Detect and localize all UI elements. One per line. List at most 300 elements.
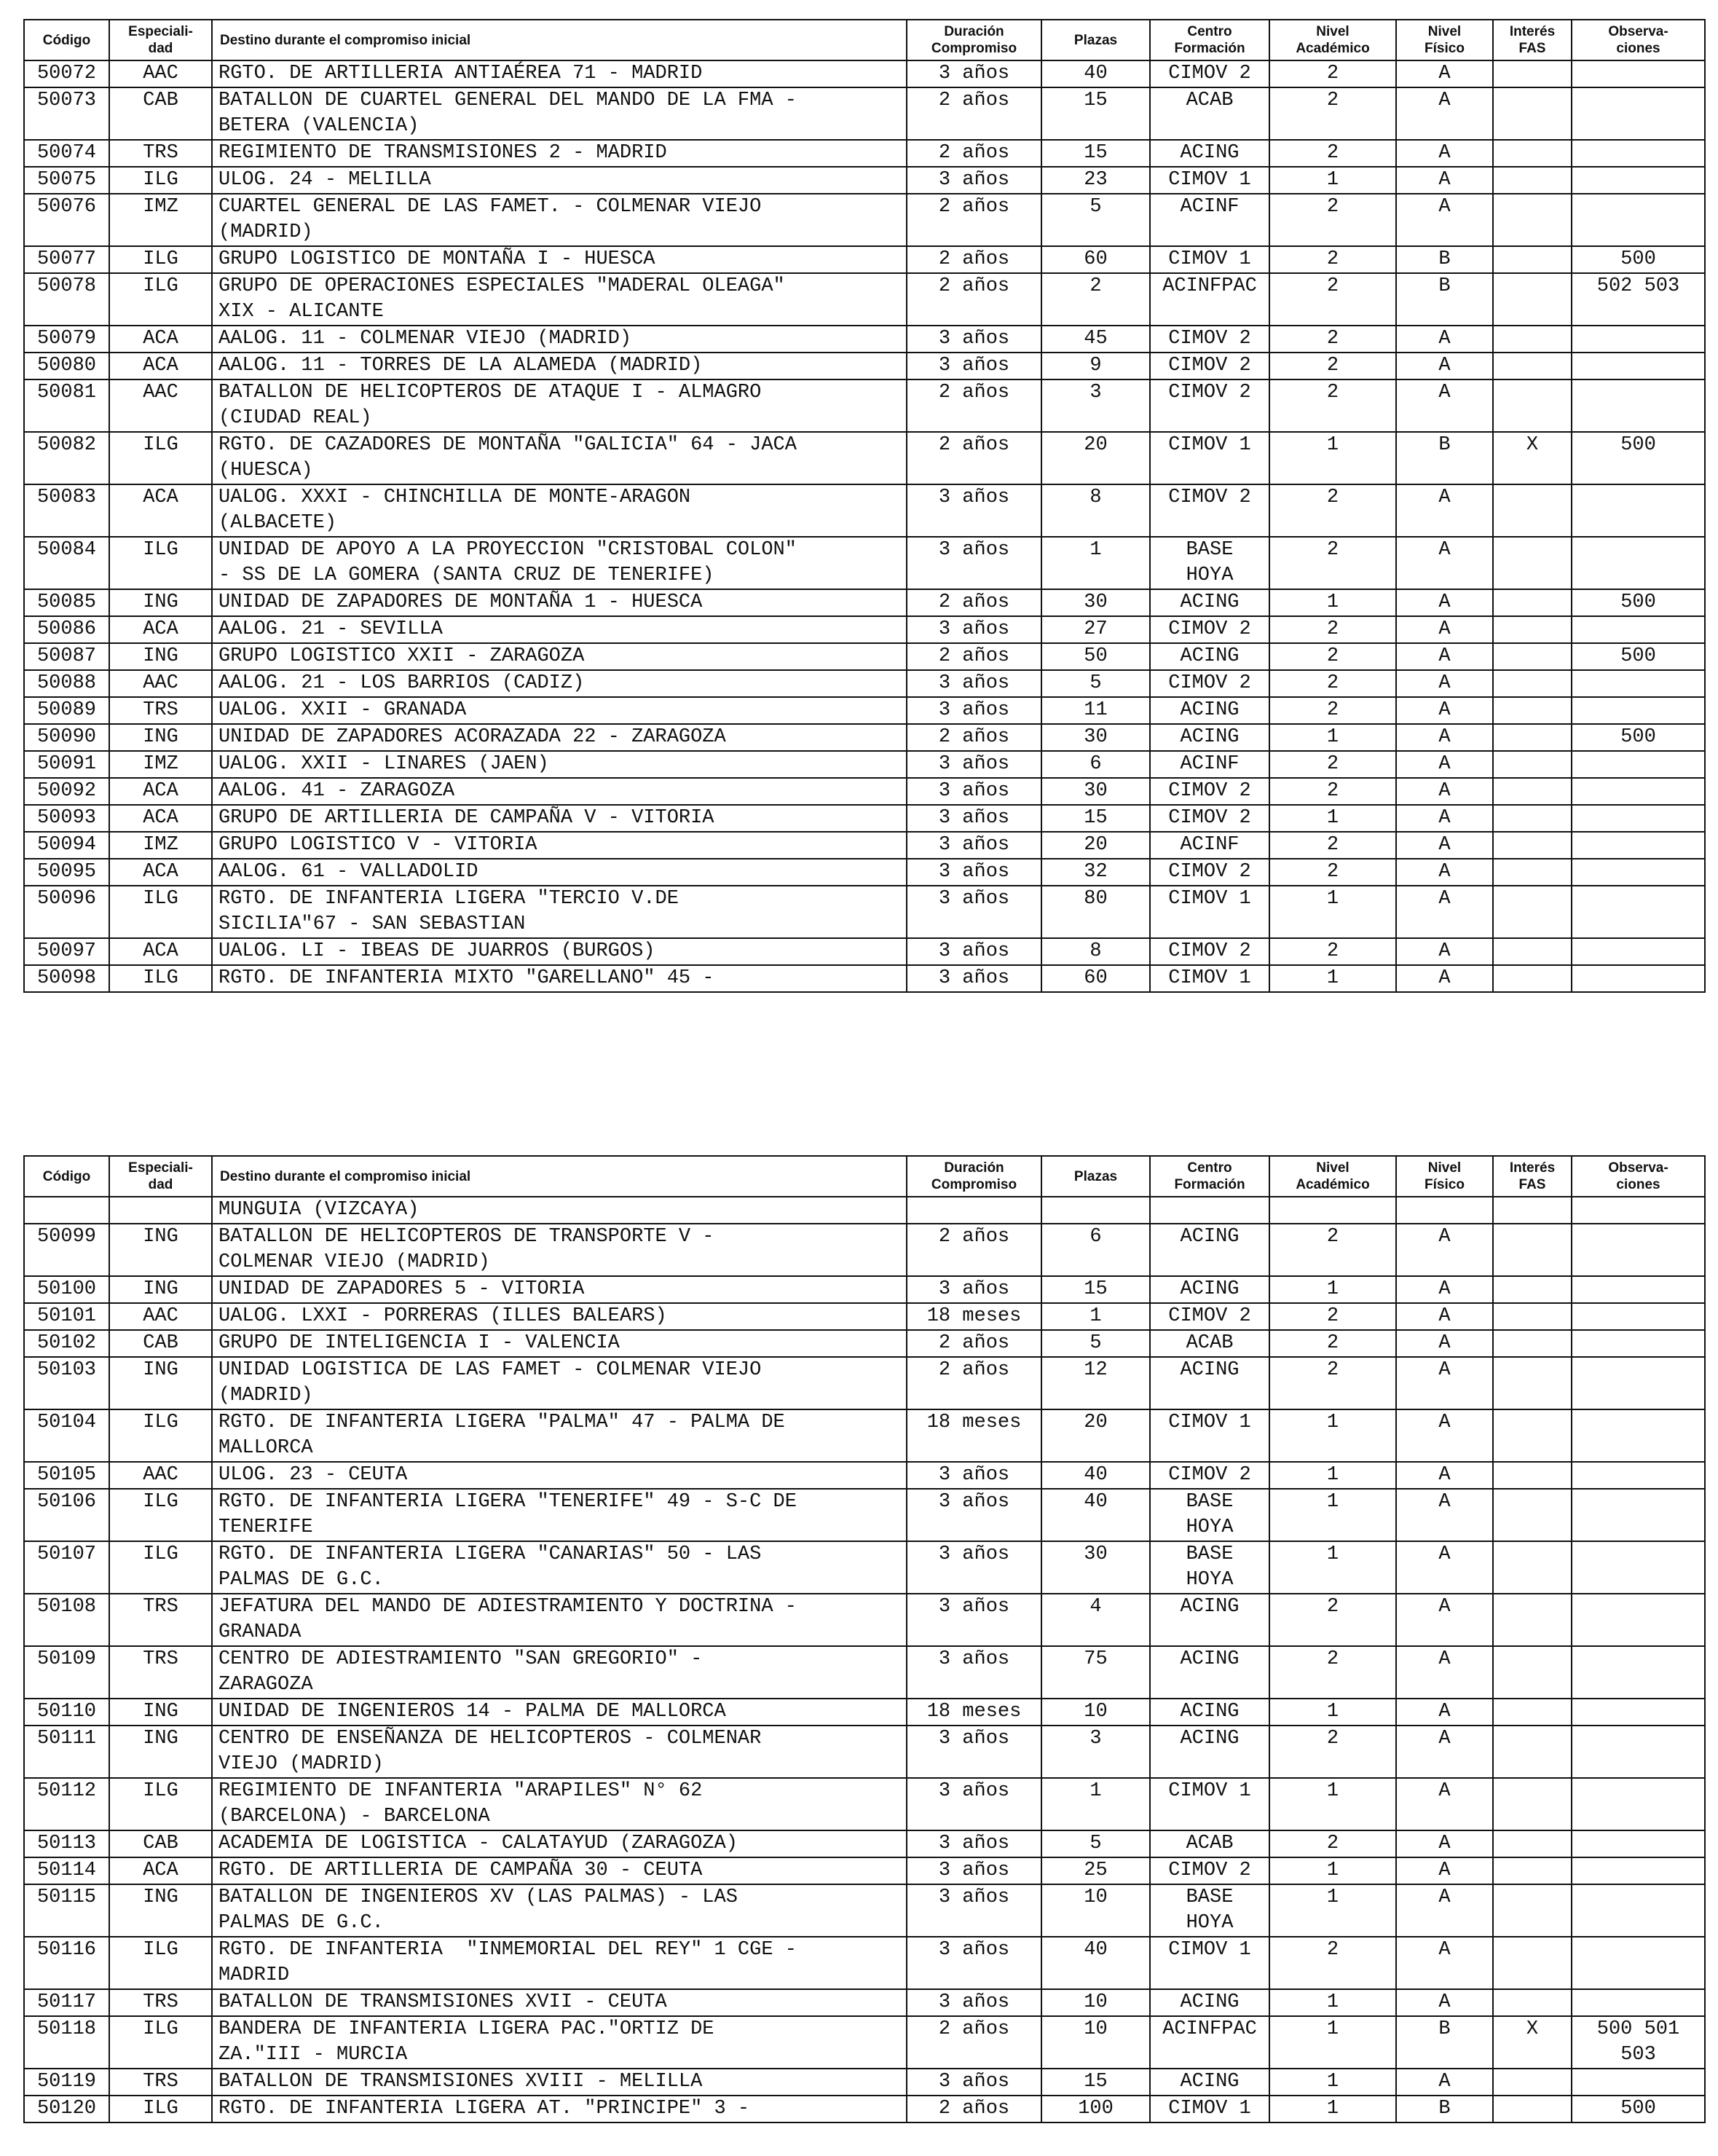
cell-codigo: 50093 bbox=[24, 805, 109, 832]
cell-observaciones bbox=[1572, 1541, 1705, 1594]
cell-plazas: 9 bbox=[1041, 353, 1150, 379]
cell-nivel-academico: 1 bbox=[1269, 2069, 1396, 2096]
cell-nivel-academico: 2 bbox=[1269, 1646, 1396, 1699]
cell-duracion: 3 años bbox=[907, 965, 1041, 992]
cell-plazas: 8 bbox=[1041, 938, 1150, 965]
cell-plazas: 10 bbox=[1041, 2016, 1150, 2069]
cell-duracion: 2 años bbox=[907, 1357, 1041, 1409]
cell-interes-fas bbox=[1493, 167, 1572, 194]
cell-especialidad: ACA bbox=[109, 616, 212, 643]
cell-duracion: 2 años bbox=[907, 724, 1041, 751]
cell-observaciones: 500 bbox=[1572, 589, 1705, 616]
table-row bbox=[24, 60, 1705, 87]
cell-observaciones bbox=[1572, 140, 1705, 167]
table-row bbox=[24, 832, 1705, 859]
cell-centro: ACING bbox=[1150, 1646, 1269, 1699]
cell-interes-fas bbox=[1493, 379, 1572, 432]
cell-especialidad: ILG bbox=[109, 965, 212, 992]
cell-centro: CIMOV 1 bbox=[1150, 2096, 1269, 2122]
cell-observaciones bbox=[1572, 87, 1705, 140]
table-row bbox=[24, 2096, 1705, 2122]
cell-observaciones bbox=[1572, 326, 1705, 353]
cell-codigo: 50104 bbox=[24, 1409, 109, 1462]
cell-codigo: 50111 bbox=[24, 1726, 109, 1778]
cell-codigo: 50077 bbox=[24, 246, 109, 273]
cell-codigo: 50102 bbox=[24, 1330, 109, 1357]
table-row bbox=[24, 1409, 1705, 1462]
cell-especialidad: ILG bbox=[109, 1937, 212, 1989]
cell-nivel-academico: 2 bbox=[1269, 643, 1396, 670]
cell-codigo: 50092 bbox=[24, 778, 109, 805]
cell-destino: RGTO. DE INFANTERIA "INMEMORIAL DEL REY" 1 CGE - MADRID bbox=[212, 1937, 907, 1989]
col-plazas: Plazas bbox=[1041, 20, 1150, 60]
cell-interes-fas: X bbox=[1493, 2016, 1572, 2069]
cell-nivel-fisico: A bbox=[1396, 87, 1493, 140]
cell-centro: CIMOV 2 bbox=[1150, 778, 1269, 805]
cell-interes-fas bbox=[1493, 724, 1572, 751]
cell-nivel-academico: 2 bbox=[1269, 670, 1396, 697]
cell-codigo: 50075 bbox=[24, 167, 109, 194]
cell-nivel-academico: 1 bbox=[1269, 965, 1396, 992]
cell-destino: RGTO. DE ARTILLERIA DE CAMPAÑA 30 - CEUTA bbox=[212, 1857, 907, 1884]
cell-centro: ACING bbox=[1150, 140, 1269, 167]
cell-interes-fas bbox=[1493, 1699, 1572, 1726]
cell-especialidad: ING bbox=[109, 1699, 212, 1726]
cell-nivel-academico: 2 bbox=[1269, 616, 1396, 643]
cell-codigo: 50116 bbox=[24, 1937, 109, 1989]
cell-codigo: 50108 bbox=[24, 1594, 109, 1646]
cell-especialidad: IMZ bbox=[109, 194, 212, 246]
col-interes-fas: Interés FAS bbox=[1493, 1156, 1572, 1197]
cell-interes-fas bbox=[1493, 1778, 1572, 1830]
cell-duracion: 2 años bbox=[907, 1330, 1041, 1357]
table-row bbox=[24, 1303, 1705, 1330]
cell-codigo: 50109 bbox=[24, 1646, 109, 1699]
cell-nivel-academico: 2 bbox=[1269, 1330, 1396, 1357]
table-row bbox=[24, 1462, 1705, 1489]
cell-destino: BATALLON DE TRANSMISIONES XVIII - MELILLA bbox=[212, 2069, 907, 2096]
cell-centro: CIMOV 2 bbox=[1150, 670, 1269, 697]
cell-destino: UNIDAD DE ZAPADORES 5 - VITORIA bbox=[212, 1276, 907, 1303]
cell-centro: ACING bbox=[1150, 1989, 1269, 2016]
table-row bbox=[24, 1937, 1705, 1989]
cell-centro: ACING bbox=[1150, 2069, 1269, 2096]
cell-centro: CIMOV 1 bbox=[1150, 1409, 1269, 1462]
cell-observaciones bbox=[1572, 379, 1705, 432]
cell-nivel-fisico: A bbox=[1396, 1224, 1493, 1276]
cell-duracion: 3 años bbox=[907, 832, 1041, 859]
cell-especialidad: ACA bbox=[109, 484, 212, 537]
cell-duracion: 3 años bbox=[907, 697, 1041, 724]
cell-duracion: 3 años bbox=[907, 1489, 1041, 1541]
cell-centro: BASE HOYA bbox=[1150, 1884, 1269, 1937]
table-row bbox=[24, 724, 1705, 751]
cell-destino: UALOG. XXXI - CHINCHILLA DE MONTE-ARAGON (ALBACETE) bbox=[212, 484, 907, 537]
cell-nivel-academico: 2 bbox=[1269, 1303, 1396, 1330]
cell-plazas: 11 bbox=[1041, 697, 1150, 724]
cell-destino: BATALLON DE TRANSMISIONES XVII - CEUTA bbox=[212, 1989, 907, 2016]
cell-duracion: 3 años bbox=[907, 1778, 1041, 1830]
cell-observaciones: 502 503 bbox=[1572, 273, 1705, 326]
cell-centro: ACINF bbox=[1150, 832, 1269, 859]
cell-centro: ACING bbox=[1150, 589, 1269, 616]
table-row bbox=[24, 670, 1705, 697]
table-row bbox=[24, 697, 1705, 724]
cell-destino: GRUPO DE OPERACIONES ESPECIALES "MADERAL OLEAGA" XIX - ALICANTE bbox=[212, 273, 907, 326]
cell-nivel-academico: 2 bbox=[1269, 87, 1396, 140]
cell-observaciones bbox=[1572, 167, 1705, 194]
cell-nivel-academico: 2 bbox=[1269, 1594, 1396, 1646]
cell-destino: RGTO. DE INFANTERIA LIGERA "CANARIAS" 50 - LAS PALMAS DE G.C. bbox=[212, 1541, 907, 1594]
cell-especialidad: ACA bbox=[109, 778, 212, 805]
col-observaciones: Observa- ciones bbox=[1572, 1156, 1705, 1197]
assignments-table-2 bbox=[23, 1155, 1706, 2123]
cell-nivel-fisico: A bbox=[1396, 1594, 1493, 1646]
cell-observaciones bbox=[1572, 1357, 1705, 1409]
table-row bbox=[24, 194, 1705, 246]
col-nivel-fisico: Nivel Físico bbox=[1396, 1156, 1493, 1197]
table-row bbox=[24, 484, 1705, 537]
cell-centro: CIMOV 2 bbox=[1150, 353, 1269, 379]
cell-interes-fas bbox=[1493, 1224, 1572, 1276]
cell-destino: AALOG. 11 - TORRES DE LA ALAMEDA (MADRID) bbox=[212, 353, 907, 379]
cell-observaciones bbox=[1572, 1197, 1705, 1224]
table-row bbox=[24, 1699, 1705, 1726]
cell-especialidad: ING bbox=[109, 643, 212, 670]
cell-codigo: 50112 bbox=[24, 1778, 109, 1830]
cell-centro: BASE HOYA bbox=[1150, 1541, 1269, 1594]
cell-codigo: 50076 bbox=[24, 194, 109, 246]
cell-interes-fas bbox=[1493, 1303, 1572, 1330]
cell-centro: ACINFPAC bbox=[1150, 273, 1269, 326]
cell-duracion: 3 años bbox=[907, 1937, 1041, 1989]
cell-codigo: 50106 bbox=[24, 1489, 109, 1541]
cell-especialidad: ING bbox=[109, 1276, 212, 1303]
cell-nivel-fisico: B bbox=[1396, 246, 1493, 273]
cell-observaciones bbox=[1572, 1594, 1705, 1646]
col-destino: Destino durante el compromiso inicial bbox=[212, 1156, 907, 1197]
table-row bbox=[24, 246, 1705, 273]
cell-especialidad: CAB bbox=[109, 1330, 212, 1357]
cell-nivel-academico bbox=[1269, 1197, 1396, 1224]
cell-centro: CIMOV 2 bbox=[1150, 1462, 1269, 1489]
cell-centro: ACAB bbox=[1150, 1830, 1269, 1857]
cell-duracion: 2 años bbox=[907, 273, 1041, 326]
cell-especialidad: ILG bbox=[109, 1489, 212, 1541]
table-row bbox=[24, 326, 1705, 353]
cell-nivel-fisico: A bbox=[1396, 1409, 1493, 1462]
cell-codigo: 50085 bbox=[24, 589, 109, 616]
cell-observaciones bbox=[1572, 1699, 1705, 1726]
cell-nivel-academico: 1 bbox=[1269, 432, 1396, 484]
cell-nivel-fisico: A bbox=[1396, 938, 1493, 965]
cell-observaciones bbox=[1572, 1937, 1705, 1989]
cell-codigo: 50074 bbox=[24, 140, 109, 167]
cell-nivel-fisico: A bbox=[1396, 643, 1493, 670]
cell-interes-fas bbox=[1493, 859, 1572, 886]
cell-especialidad: AAC bbox=[109, 60, 212, 87]
col-codigo: Código bbox=[24, 20, 109, 60]
cell-interes-fas bbox=[1493, 246, 1572, 273]
cell-centro: ACINF bbox=[1150, 194, 1269, 246]
cell-especialidad: TRS bbox=[109, 140, 212, 167]
cell-nivel-academico: 1 bbox=[1269, 1884, 1396, 1937]
col-centro: Centro Formación bbox=[1150, 20, 1269, 60]
table-row bbox=[24, 2016, 1705, 2069]
cell-observaciones bbox=[1572, 1646, 1705, 1699]
cell-destino: ULOG. 24 - MELILLA bbox=[212, 167, 907, 194]
cell-nivel-fisico: A bbox=[1396, 484, 1493, 537]
cell-codigo: 50083 bbox=[24, 484, 109, 537]
table-row bbox=[24, 167, 1705, 194]
cell-nivel-academico: 2 bbox=[1269, 326, 1396, 353]
cell-destino: RGTO. DE INFANTERIA MIXTO "GARELLANO" 45 - bbox=[212, 965, 907, 992]
cell-plazas: 30 bbox=[1041, 1541, 1150, 1594]
cell-interes-fas bbox=[1493, 832, 1572, 859]
cell-observaciones bbox=[1572, 670, 1705, 697]
cell-especialidad: IMZ bbox=[109, 832, 212, 859]
cell-duracion: 3 años bbox=[907, 1276, 1041, 1303]
cell-destino: ULOG. 23 - CEUTA bbox=[212, 1462, 907, 1489]
cell-nivel-fisico: A bbox=[1396, 616, 1493, 643]
cell-centro: ACING bbox=[1150, 1276, 1269, 1303]
cell-codigo: 50115 bbox=[24, 1884, 109, 1937]
cell-plazas: 20 bbox=[1041, 1409, 1150, 1462]
cell-observaciones: 500 bbox=[1572, 246, 1705, 273]
cell-especialidad: ILG bbox=[109, 2096, 212, 2122]
table-row bbox=[24, 1830, 1705, 1857]
cell-interes-fas bbox=[1493, 589, 1572, 616]
cell-codigo: 50098 bbox=[24, 965, 109, 992]
cell-plazas: 1 bbox=[1041, 537, 1150, 589]
cell-nivel-fisico: A bbox=[1396, 1276, 1493, 1303]
cell-nivel-academico: 2 bbox=[1269, 832, 1396, 859]
cell-nivel-academico: 1 bbox=[1269, 1989, 1396, 2016]
cell-observaciones bbox=[1572, 1409, 1705, 1462]
cell-especialidad: ING bbox=[109, 1884, 212, 1937]
cell-nivel-fisico: A bbox=[1396, 589, 1493, 616]
cell-plazas: 32 bbox=[1041, 859, 1150, 886]
cell-duracion bbox=[907, 1197, 1041, 1224]
cell-interes-fas bbox=[1493, 273, 1572, 326]
cell-plazas: 40 bbox=[1041, 1462, 1150, 1489]
cell-nivel-fisico: A bbox=[1396, 1830, 1493, 1857]
col-nivel-academico: Nivel Académico bbox=[1269, 20, 1396, 60]
cell-destino: AALOG. 61 - VALLADOLID bbox=[212, 859, 907, 886]
cell-nivel-fisico: A bbox=[1396, 805, 1493, 832]
cell-interes-fas bbox=[1493, 751, 1572, 778]
cell-interes-fas bbox=[1493, 616, 1572, 643]
cell-nivel-academico: 1 bbox=[1269, 2016, 1396, 2069]
cell-destino: MUNGUIA (VIZCAYA) bbox=[212, 1197, 907, 1224]
cell-interes-fas bbox=[1493, 2069, 1572, 2096]
cell-nivel-academico: 2 bbox=[1269, 1937, 1396, 1989]
cell-interes-fas bbox=[1493, 886, 1572, 938]
cell-destino: UALOG. LXXI - PORRERAS (ILLES BALEARS) bbox=[212, 1303, 907, 1330]
cell-plazas: 27 bbox=[1041, 616, 1150, 643]
cell-especialidad: CAB bbox=[109, 87, 212, 140]
cell-plazas: 60 bbox=[1041, 965, 1150, 992]
cell-nivel-academico: 1 bbox=[1269, 1489, 1396, 1541]
cell-interes-fas bbox=[1493, 938, 1572, 965]
cell-duracion: 2 años bbox=[907, 643, 1041, 670]
cell-duracion: 3 años bbox=[907, 60, 1041, 87]
cell-observaciones bbox=[1572, 1778, 1705, 1830]
cell-plazas: 15 bbox=[1041, 140, 1150, 167]
cell-nivel-fisico: A bbox=[1396, 1462, 1493, 1489]
cell-interes-fas bbox=[1493, 87, 1572, 140]
cell-especialidad: AAC bbox=[109, 670, 212, 697]
cell-plazas: 5 bbox=[1041, 670, 1150, 697]
col-especialidad: Especiali- dad bbox=[109, 1156, 212, 1197]
cell-codigo: 50096 bbox=[24, 886, 109, 938]
cell-centro: ACING bbox=[1150, 697, 1269, 724]
cell-especialidad: TRS bbox=[109, 1594, 212, 1646]
cell-codigo: 50097 bbox=[24, 938, 109, 965]
cell-interes-fas bbox=[1493, 1884, 1572, 1937]
cell-centro: ACING bbox=[1150, 1357, 1269, 1409]
cell-codigo: 50081 bbox=[24, 379, 109, 432]
cell-codigo: 50100 bbox=[24, 1276, 109, 1303]
cell-duracion: 3 años bbox=[907, 1594, 1041, 1646]
cell-destino: CENTRO DE ENSEÑANZA DE HELICOPTEROS - COLMENAR VIEJO (MADRID) bbox=[212, 1726, 907, 1778]
table-row bbox=[24, 1541, 1705, 1594]
cell-interes-fas bbox=[1493, 1276, 1572, 1303]
cell-nivel-academico: 2 bbox=[1269, 1726, 1396, 1778]
cell-duracion: 3 años bbox=[907, 1989, 1041, 2016]
cell-plazas bbox=[1041, 1197, 1150, 1224]
cell-destino: BATALLON DE INGENIEROS XV (LAS PALMAS) - LAS PALMAS DE G.C. bbox=[212, 1884, 907, 1937]
cell-centro: ACING bbox=[1150, 1594, 1269, 1646]
cell-nivel-fisico: A bbox=[1396, 1857, 1493, 1884]
cell-codigo: 50103 bbox=[24, 1357, 109, 1409]
cell-destino: BANDERA DE INFANTERIA LIGERA PAC."ORTIZ DE ZA."III - MURCIA bbox=[212, 2016, 907, 2069]
cell-codigo: 50080 bbox=[24, 353, 109, 379]
cell-nivel-fisico: A bbox=[1396, 886, 1493, 938]
cell-nivel-fisico: A bbox=[1396, 1699, 1493, 1726]
cell-plazas: 10 bbox=[1041, 1699, 1150, 1726]
cell-nivel-academico: 2 bbox=[1269, 60, 1396, 87]
cell-interes-fas bbox=[1493, 1541, 1572, 1594]
cell-nivel-academico: 1 bbox=[1269, 2096, 1396, 2122]
cell-observaciones bbox=[1572, 1330, 1705, 1357]
cell-nivel-academico: 1 bbox=[1269, 1699, 1396, 1726]
cell-nivel-academico: 2 bbox=[1269, 379, 1396, 432]
cell-centro: CIMOV 2 bbox=[1150, 379, 1269, 432]
cell-nivel-fisico: A bbox=[1396, 1646, 1493, 1699]
cell-especialidad: TRS bbox=[109, 697, 212, 724]
cell-destino: GRUPO LOGISTICO XXII - ZARAGOZA bbox=[212, 643, 907, 670]
cell-observaciones bbox=[1572, 832, 1705, 859]
cell-nivel-fisico: A bbox=[1396, 537, 1493, 589]
cell-codigo: 50088 bbox=[24, 670, 109, 697]
cell-interes-fas bbox=[1493, 194, 1572, 246]
table-row bbox=[24, 1989, 1705, 2016]
cell-destino: RGTO. DE INFANTERIA LIGERA "PALMA" 47 - PALMA DE MALLORCA bbox=[212, 1409, 907, 1462]
cell-plazas: 40 bbox=[1041, 1937, 1150, 1989]
cell-nivel-fisico: A bbox=[1396, 1330, 1493, 1357]
cell-codigo: 50119 bbox=[24, 2069, 109, 2096]
cell-destino: AALOG. 21 - SEVILLA bbox=[212, 616, 907, 643]
cell-destino: CENTRO DE ADIESTRAMIENTO "SAN GREGORIO" - ZARAGOZA bbox=[212, 1646, 907, 1699]
cell-observaciones bbox=[1572, 194, 1705, 246]
cell-observaciones bbox=[1572, 1830, 1705, 1857]
cell-nivel-academico: 2 bbox=[1269, 140, 1396, 167]
cell-codigo: 50094 bbox=[24, 832, 109, 859]
cell-especialidad: TRS bbox=[109, 1646, 212, 1699]
table-row bbox=[24, 589, 1705, 616]
cell-observaciones bbox=[1572, 751, 1705, 778]
cell-nivel-academico: 2 bbox=[1269, 484, 1396, 537]
cell-plazas: 4 bbox=[1041, 1594, 1150, 1646]
table-row bbox=[24, 859, 1705, 886]
cell-plazas: 75 bbox=[1041, 1646, 1150, 1699]
cell-duracion: 18 meses bbox=[907, 1303, 1041, 1330]
cell-nivel-fisico: A bbox=[1396, 1541, 1493, 1594]
cell-codigo bbox=[24, 1197, 109, 1224]
cell-nivel-fisico: A bbox=[1396, 1489, 1493, 1541]
cell-plazas: 1 bbox=[1041, 1778, 1150, 1830]
cell-codigo: 50079 bbox=[24, 326, 109, 353]
cell-centro: ACING bbox=[1150, 1726, 1269, 1778]
cell-centro: CIMOV 2 bbox=[1150, 805, 1269, 832]
cell-duracion: 2 años bbox=[907, 140, 1041, 167]
cell-centro: CIMOV 1 bbox=[1150, 1937, 1269, 1989]
header-row bbox=[24, 1156, 1705, 1197]
cell-observaciones bbox=[1572, 965, 1705, 992]
col-duracion: Duración Compromiso bbox=[907, 1156, 1041, 1197]
table-row bbox=[24, 273, 1705, 326]
cell-codigo: 50113 bbox=[24, 1830, 109, 1857]
cell-codigo: 50101 bbox=[24, 1303, 109, 1330]
assignments-table-1 bbox=[23, 19, 1706, 993]
cell-duracion: 3 años bbox=[907, 1462, 1041, 1489]
cell-interes-fas bbox=[1493, 1357, 1572, 1409]
cell-destino: GRUPO DE INTELIGENCIA I - VALENCIA bbox=[212, 1330, 907, 1357]
cell-nivel-fisico: A bbox=[1396, 167, 1493, 194]
cell-centro: ACING bbox=[1150, 1224, 1269, 1276]
cell-especialidad: ILG bbox=[109, 432, 212, 484]
cell-plazas: 12 bbox=[1041, 1357, 1150, 1409]
cell-interes-fas bbox=[1493, 1594, 1572, 1646]
cell-nivel-academico: 2 bbox=[1269, 697, 1396, 724]
col-destino: Destino durante el compromiso inicial bbox=[212, 20, 907, 60]
cell-plazas: 15 bbox=[1041, 87, 1150, 140]
cell-plazas: 3 bbox=[1041, 379, 1150, 432]
cell-plazas: 15 bbox=[1041, 2069, 1150, 2096]
table-row bbox=[24, 965, 1705, 992]
cell-nivel-fisico: A bbox=[1396, 724, 1493, 751]
cell-nivel-fisico: A bbox=[1396, 2069, 1493, 2096]
cell-destino: RGTO. DE INFANTERIA LIGERA "TENERIFE" 49 - S-C DE TENERIFE bbox=[212, 1489, 907, 1541]
col-especialidad: Especiali- dad bbox=[109, 20, 212, 60]
table-row bbox=[24, 1357, 1705, 1409]
cell-destino: RGTO. DE CAZADORES DE MONTAÑA "GALICIA" 64 - JACA (HUESCA) bbox=[212, 432, 907, 484]
cell-plazas: 80 bbox=[1041, 886, 1150, 938]
cell-destino: UNIDAD DE ZAPADORES DE MONTAÑA 1 - HUESCA bbox=[212, 589, 907, 616]
cell-interes-fas bbox=[1493, 1330, 1572, 1357]
cell-especialidad bbox=[109, 1197, 212, 1224]
cell-especialidad: AAC bbox=[109, 1462, 212, 1489]
cell-observaciones bbox=[1572, 1857, 1705, 1884]
table-row bbox=[24, 432, 1705, 484]
table-row bbox=[24, 2069, 1705, 2096]
col-codigo: Código bbox=[24, 1156, 109, 1197]
cell-duracion: 2 años bbox=[907, 194, 1041, 246]
cell-duracion: 2 años bbox=[907, 2096, 1041, 2122]
cell-nivel-academico: 2 bbox=[1269, 1830, 1396, 1857]
cell-duracion: 2 años bbox=[907, 2016, 1041, 2069]
